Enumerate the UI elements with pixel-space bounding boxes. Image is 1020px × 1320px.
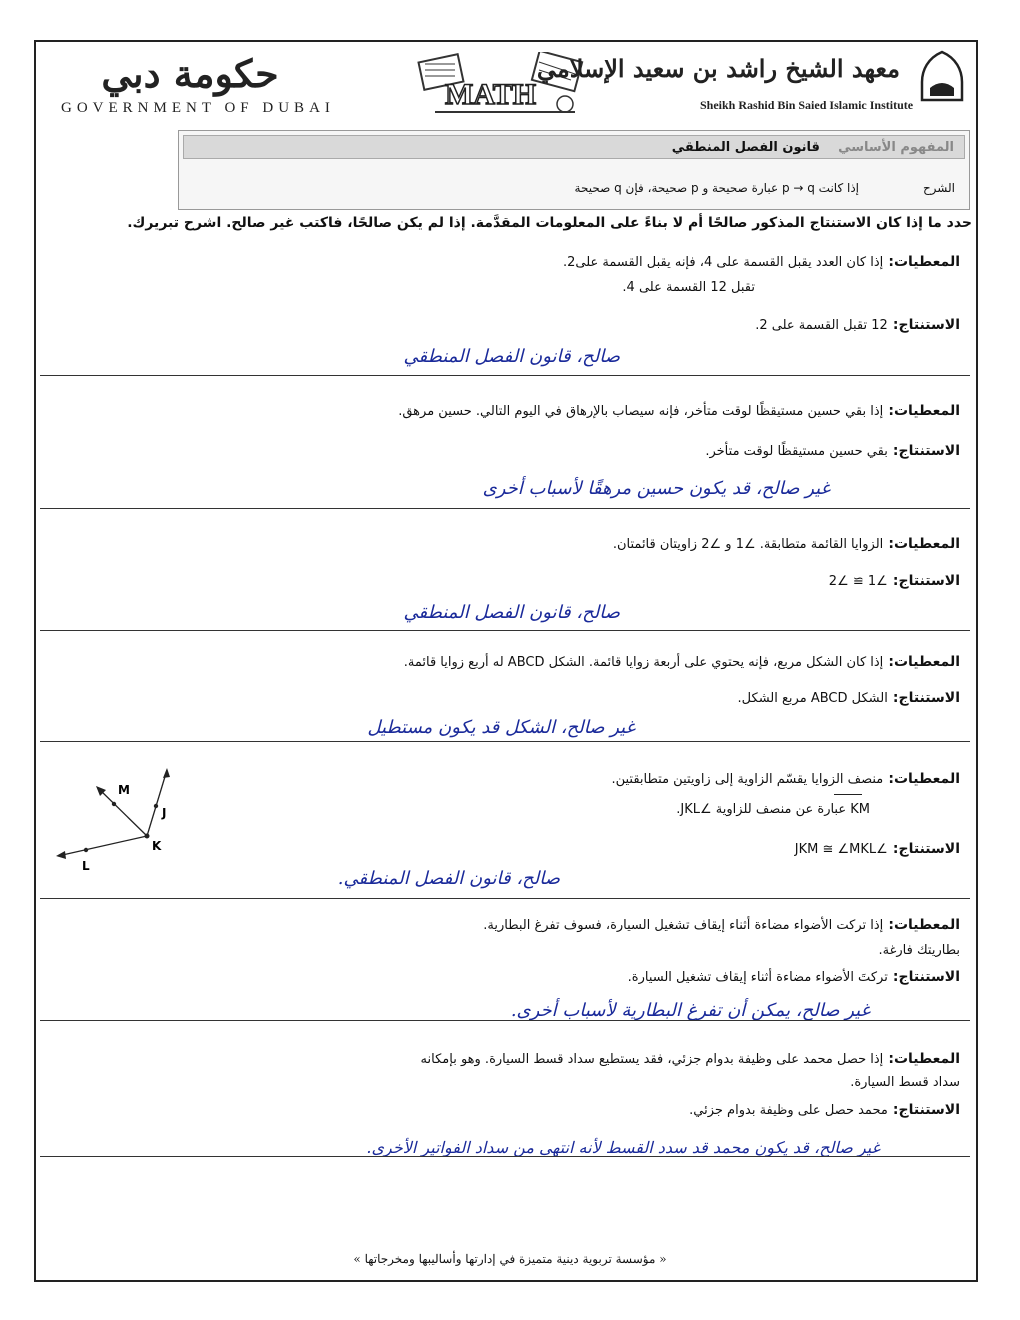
conclusion-text: ∠JKM ≅ ∠MKL [794, 842, 888, 857]
label-m: M [118, 783, 130, 797]
given-text: تقبل 12 القسمة على 4. [622, 280, 755, 295]
ray-km-overline [834, 794, 862, 795]
key-concept-box [178, 130, 970, 210]
given-label: المعطيات: [888, 1051, 960, 1067]
arrowhead-j-icon [163, 768, 170, 778]
handwritten-answer: صالح، قانون الفصل المنطقي [403, 602, 620, 623]
problem-5-conclusion-row [795, 838, 960, 857]
given-label: المعطيات: [888, 917, 960, 933]
given-text: الزوايا القائمة متطابقة. ∠1 و ∠2 زاويتان قائمتان. [612, 537, 884, 552]
point-m [112, 802, 116, 806]
given-text: إذا حصل محمد على وظيفة بدوام جزئي، فقد يستطيع سداد قسط السيارة. وهو بإمكانه [420, 1052, 884, 1067]
problem-4-given-row [404, 651, 960, 670]
handwritten-answer: غير صالح، يمكن أن تفرغ البطارية لأسباب أخرى. [510, 1000, 870, 1021]
conclusion-label: الاستنتاج: [892, 969, 960, 985]
problem-6-conclusion-row [628, 966, 960, 985]
given-text: بطاريتك فارغة. [878, 943, 960, 958]
institute-logo [536, 48, 970, 120]
key-concept-header [183, 135, 965, 159]
problem-4-conclusion-row [738, 687, 960, 706]
gov-english-name: GOVERNMENT OF DUBAI [61, 100, 335, 116]
problem-6-given-row [483, 914, 960, 933]
problem-2-given-row [398, 400, 960, 419]
ray-kj [147, 770, 167, 836]
answer-line [40, 375, 970, 376]
given-text: إذا بقي حسين مستيقظًا لوقت متأخر، فإنه سيصاب بالإرهاق في اليوم التالي. حسين مرهق. [398, 404, 884, 419]
point-k [145, 834, 150, 839]
point-l [84, 848, 88, 852]
answer-line [40, 898, 970, 899]
given-label: المعطيات: [888, 654, 960, 670]
problem-1-conclusion-row [755, 314, 960, 333]
conclusion-label: الاستنتاج: [892, 317, 960, 333]
conclusion-text: ∠1 ≅ ∠2 [828, 574, 888, 589]
given-label: المعطيات: [888, 254, 960, 270]
conclusion-label: الاستنتاج: [892, 443, 960, 459]
handwritten-answer: صالح، قانون الفصل المنطقي [403, 346, 620, 367]
label-k: K [152, 839, 162, 853]
given-text: إذا كان العدد يقبل القسمة على 4، فإنه يقبل القسمة على2. [562, 255, 884, 270]
ray-kl [58, 836, 147, 856]
label-j: J [162, 806, 167, 820]
given-text: سداد قسط السيارة. [850, 1075, 960, 1090]
gov-arabic-name: حكومة دبي [101, 51, 279, 96]
key-concept-label: المفهوم الأساسي [838, 140, 954, 155]
answer-line [40, 1156, 970, 1157]
problem-7-conclusion-row [689, 1099, 960, 1118]
answer-line [40, 508, 970, 509]
mosque-emblem-icon [914, 48, 970, 104]
arrowhead-l-icon [56, 851, 66, 859]
explanation-label: الشرح [922, 181, 955, 195]
conclusion-label: الاستنتاج: [892, 1102, 960, 1118]
handwritten-answer: غير صالح، قد يكون محمد قد سدد القسط لأنه انتهى من سداد الفواتير الأخرى. [366, 1138, 880, 1157]
point-j [154, 804, 158, 808]
given-text: منصف الزوايا يقسّم الزاوية إلى زاويتين متطابقتين. [611, 772, 884, 787]
conclusion-label: الاستنتاج: [892, 573, 960, 589]
conclusion-label: الاستنتاج: [892, 690, 960, 706]
conclusion-text: الشكل ABCD مربع الشكل. [737, 691, 888, 706]
problem-2-conclusion-row [705, 440, 960, 459]
handwritten-answer: غير صالح، قد يكون حسين مرهقًا لأسباب أخرى [482, 478, 830, 499]
problem-1-given-row [563, 251, 960, 270]
institute-arabic-name: معهد الشيخ راشد بن سعيد الإسلامي [536, 54, 900, 83]
instruction-text: حدد ما إذا كان الاستنتاج المذكور صالحًا أم لا بناءً على المعلومات المقدَّمة. إذا لم يكن صالحًا، فاكتب غير صالح. اشرح تبريرك. [127, 215, 972, 231]
handwritten-answer: صالح، قانون الفصل المنطقي. [337, 868, 560, 889]
problem-7-given-row [421, 1048, 960, 1067]
conclusion-text: 12 تقبل القسمة على 2. [755, 318, 888, 333]
given-label: المعطيات: [888, 771, 960, 787]
given-label: المعطيات: [888, 536, 960, 552]
dubai-government-logo [55, 52, 335, 122]
institute-english-name: Sheikh Rashid Bin Saied Islamic Institute [700, 98, 914, 112]
given-text: إذا كان الشكل مربع، فإنه يحتوي على أربعة زوايا قائمة. الشكل ABCD له أربع زوايا قائمة. [403, 655, 884, 670]
institute-motto: « مؤسسة تربوية دينية متميزة في إدارتها وأساليبها ومخرجاتها » [353, 1252, 667, 1266]
problem-5-given-row [611, 768, 960, 787]
conclusion-text: تركتَ الأضواء مضاءة أثناء إيقاف تشغيل السيارة. [627, 970, 888, 985]
answer-line [40, 1020, 970, 1021]
key-concept-title: قانون الفصل المنطقي [671, 140, 820, 155]
conclusion-label: الاستنتاج: [892, 841, 960, 857]
problem-3-conclusion-row [829, 570, 960, 589]
answer-line [40, 630, 970, 631]
angle-bisector-figure [50, 764, 180, 876]
math-logo-text: MATH [445, 78, 537, 111]
handwritten-answer: غير صالح، الشكل قد يكون مستطيل [367, 717, 635, 738]
explanation-text: إذا كانت p → q عبارة صحيحة و p صحيحة، فإن q صحيحة [574, 181, 859, 195]
conclusion-text: محمد حصل على وظيفة بدوام جزئي. [689, 1103, 888, 1118]
given-label: المعطيات: [888, 403, 960, 419]
conclusion-text: بقي حسين مستيقظًا لوقت متأخر. [705, 444, 888, 459]
problem-3-given-row [613, 533, 960, 552]
label-l: L [82, 859, 90, 873]
given-text: KM عبارة عن منصف للزاوية ∠JKL. [676, 802, 870, 817]
answer-line [40, 741, 970, 742]
given-text: إذا تركت الأضواء مضاءة أثناء إيقاف تشغيل السيارة، فسوف تفرغ البطارية. [483, 918, 884, 933]
